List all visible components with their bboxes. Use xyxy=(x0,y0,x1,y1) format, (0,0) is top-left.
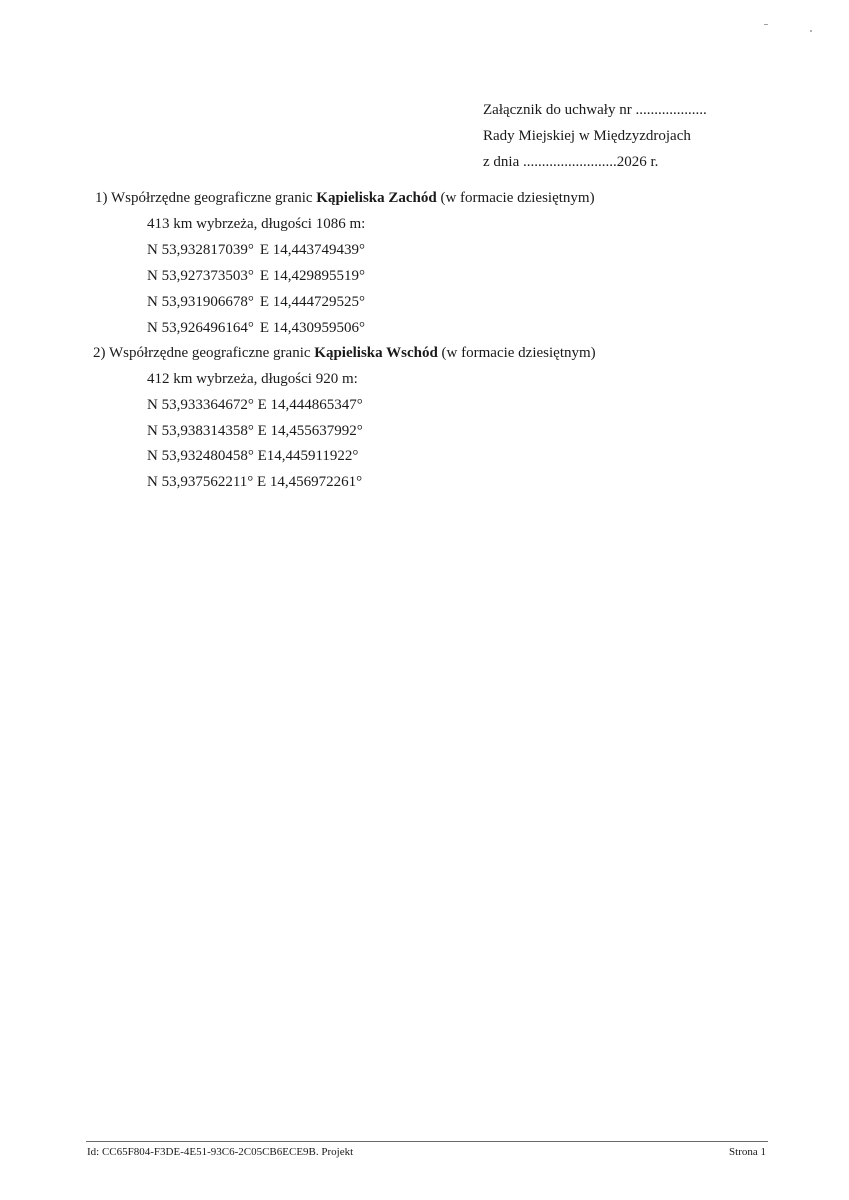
document-id: Id: CC65F804-F3DE-4E51-93C6-2C05CB6ECE9B. Projekt xyxy=(87,1146,354,1158)
page-number: Strona 1 xyxy=(729,1146,766,1158)
longitude-value: E 14,429895519° xyxy=(259,268,366,284)
section-2-coordinate-row: N 53,937562211° E 14,456972261° xyxy=(147,474,363,490)
section-2-heading xyxy=(93,344,596,362)
section-1-beach-name: Kąpieliska Zachód xyxy=(316,190,437,206)
section-2-coordinate-row: N 53,933364672° E 14,444865347° xyxy=(147,397,363,413)
scan-speck xyxy=(810,30,812,32)
footer-divider xyxy=(86,1141,768,1142)
longitude-value: E 14,444729525° xyxy=(259,294,366,310)
section-2-coordinate-row: N 53,938314358° E 14,455637992° xyxy=(147,423,363,439)
section-2-coordinate-row: N 53,932480458° E14,445911922° xyxy=(147,448,359,464)
latitude-value: N 53,931906678° xyxy=(147,294,254,310)
scan-speck xyxy=(764,24,768,25)
longitude-value: E 14,430959506° xyxy=(259,320,366,336)
section-1-prefix: 1) Współrzędne geograficzne granic xyxy=(95,190,317,206)
section-2-prefix: 2) Współrzędne geograficzne granic xyxy=(93,345,315,361)
annex-title: Załącznik do uchwały nr ................... xyxy=(483,102,707,118)
latitude-value: N 53,926496164° xyxy=(147,320,254,336)
section-1-coordinate-row xyxy=(147,293,365,311)
section-2-detail: 412 km wybrzeża, długości 920 m: xyxy=(147,371,358,387)
section-1-heading xyxy=(95,189,595,207)
latitude-value: N 53,927373503° xyxy=(147,268,254,284)
annex-date: z dnia .........................2026 r. xyxy=(483,154,659,170)
latitude-value: N 53,932817039° xyxy=(147,242,254,258)
section-1-coordinate-row xyxy=(147,267,365,285)
section-2-suffix: (w formacie dziesiętnym) xyxy=(437,345,596,361)
section-1-coordinate-row xyxy=(147,241,365,259)
section-1-suffix: (w formacie dziesiętnym) xyxy=(436,190,595,206)
longitude-value: E 14,443749439° xyxy=(259,242,366,258)
section-1-coordinate-row xyxy=(147,319,365,337)
council-name: Rady Miejskiej w Międzyzdrojach xyxy=(483,128,691,144)
section-2-beach-name: Kąpieliska Wschód xyxy=(314,345,438,361)
section-1-detail: 413 km wybrzeża, długości 1086 m: xyxy=(147,216,366,232)
